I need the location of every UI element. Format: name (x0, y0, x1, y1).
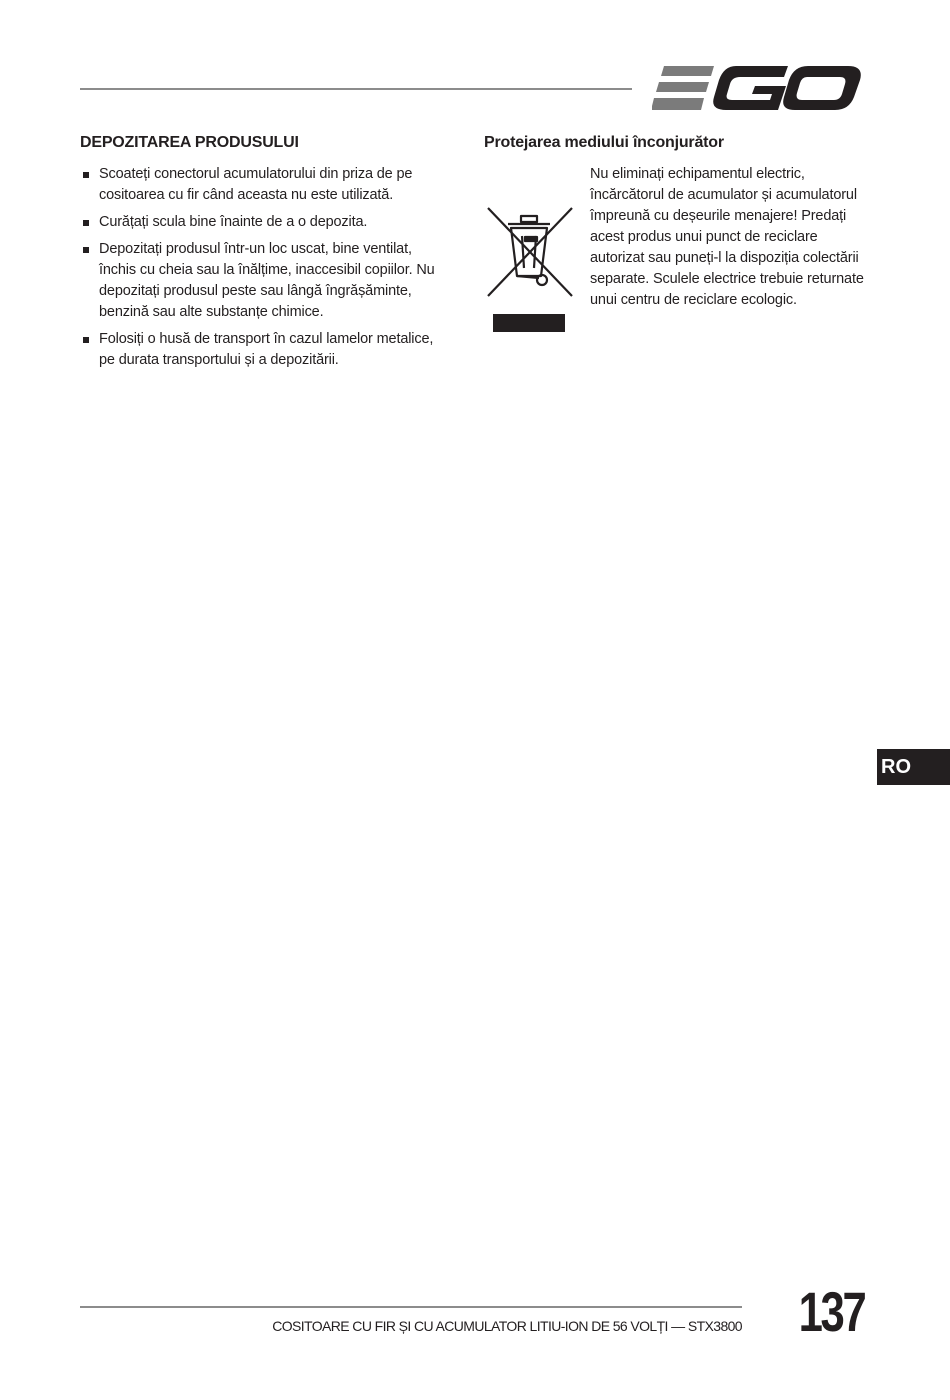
ego-logo (652, 64, 862, 112)
square-bullet-icon (83, 337, 89, 343)
storage-section (80, 134, 450, 377)
footer-title: COSITOARE CU FIR ȘI CU ACUMULATOR LITIU-ION DE 56 VOLȚI — STX3800 (272, 1318, 742, 1334)
environment-content (484, 164, 874, 311)
square-bullet-icon (83, 247, 89, 253)
storage-list (80, 164, 450, 371)
language-tab: RO (877, 749, 950, 785)
square-bullet-icon (83, 220, 89, 226)
list-item: Depozitați produsul într-un loc uscat, bine ventilat, închis cu cheia sau la înălțime, inaccesibil copiilor. Nu depozitați produsul peste sau lângă îngrășăminte, benzină sau alte substanțe chimice. (80, 239, 450, 323)
square-bullet-icon (83, 172, 89, 178)
list-item: Folosiți o husă de transport în cazul lamelor metalice, pe durata transportului și a depozitării. (80, 329, 450, 371)
list-item: Scoateți conectorul acumulatorului din priza de pe cositoarea cu fir când aceasta nu este utilizată. (80, 164, 450, 206)
storage-title: DEPOZITAREA PRODUSULUI (80, 134, 299, 151)
header-rule (80, 88, 632, 90)
list-item: Curățați scula bine înainte de a o depozita. (80, 212, 450, 233)
footer-rule (80, 1306, 742, 1308)
environment-section (484, 134, 874, 311)
page-number: 137 (798, 1280, 864, 1343)
environment-text: Nu eliminați echipamentul electric, încărcătorul de acumulator și acumulatorul împreună cu deșeurile menajere! Predați acest produs unui punct de reciclare autorizat sau puneți-l la dispoziția colectării separate. Sculele electrice trebuie returnate unui centru de reciclare ecologic. (590, 166, 864, 308)
weee-crossed-bin-icon (484, 204, 579, 334)
environment-title: Protejarea mediului înconjurător (484, 134, 724, 151)
